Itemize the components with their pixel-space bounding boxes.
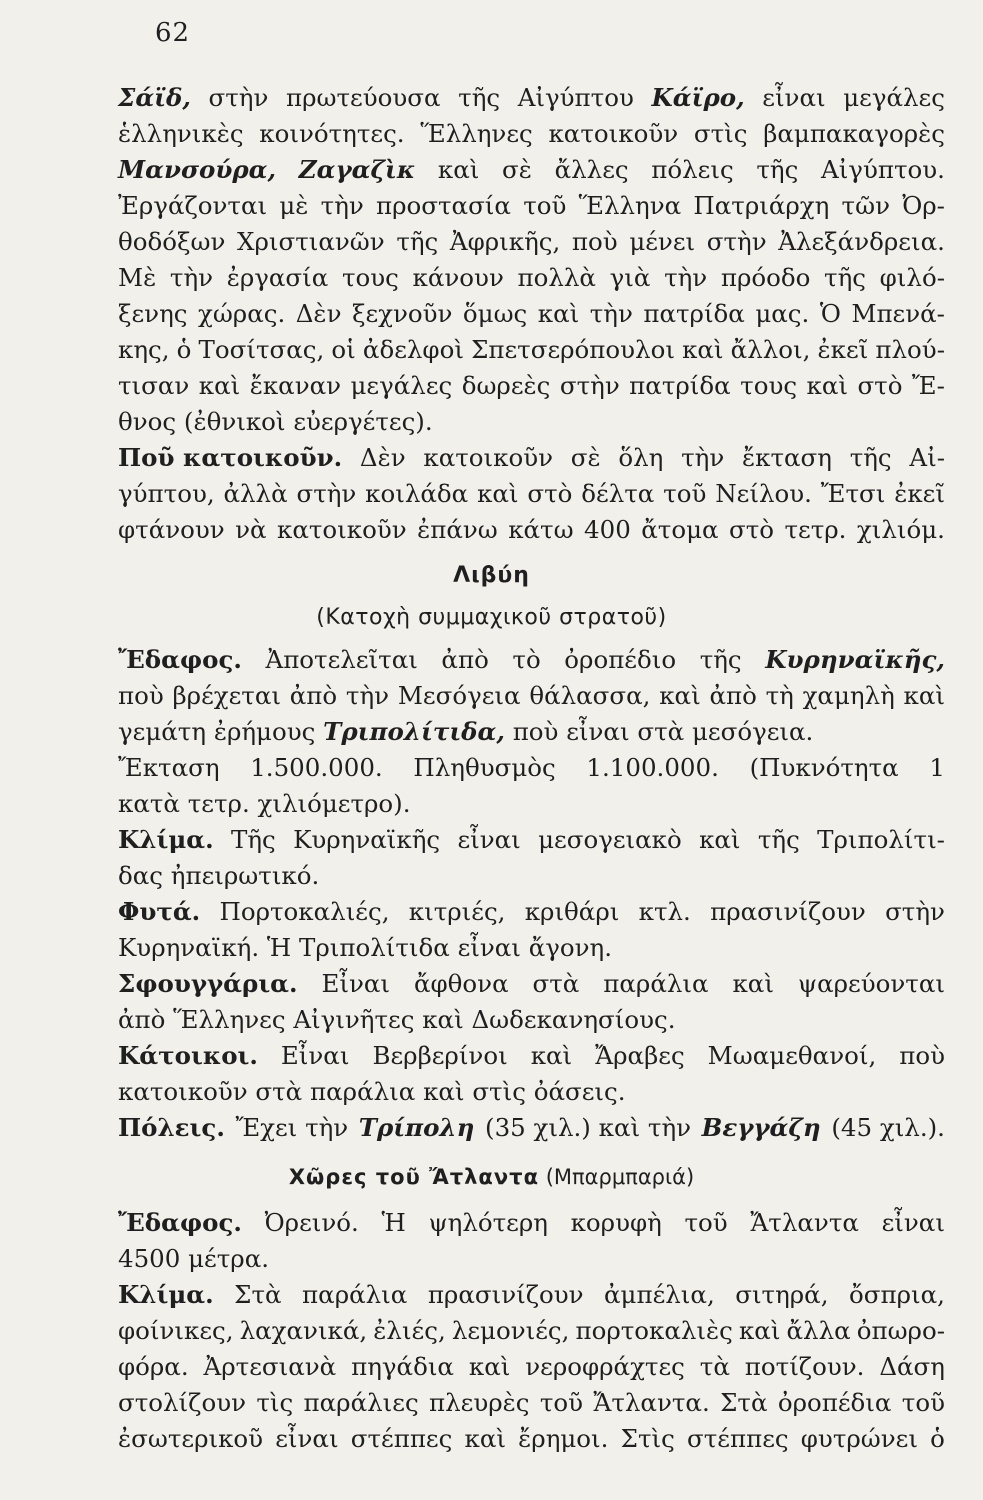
word: ἄλλοι,	[730, 335, 811, 364]
word: ὀπωρο-	[856, 1316, 945, 1345]
word: 1.100.000.	[586, 753, 719, 782]
word: βαμπακαγορὲς	[763, 119, 945, 148]
word: καὶ	[659, 681, 701, 710]
word: καὶ	[903, 681, 945, 710]
word: πλού-	[875, 335, 945, 364]
word: ψηλότερη	[428, 1208, 548, 1237]
word: φτάνουν	[118, 515, 225, 544]
word: ἀπὸ	[289, 681, 338, 710]
word: Ἄτλαντα	[750, 1208, 859, 1237]
word: εἶναι	[762, 83, 826, 112]
word: Κυρηναϊκῆς	[293, 825, 441, 854]
word: τῆς	[458, 83, 501, 112]
word: Ἔτσι	[820, 479, 886, 508]
word: τὴν	[320, 191, 364, 220]
word-emphasis: Ζαγαζὶκ	[298, 155, 416, 184]
word: τὴν	[169, 263, 214, 292]
word: Ὀρεινό.	[264, 1208, 359, 1237]
word: Εἶναι	[280, 1041, 350, 1070]
word: στολίζουν	[118, 1388, 246, 1417]
word: στὰ	[532, 969, 580, 998]
word: θοδόξων	[118, 227, 226, 256]
word: Ἐργάζονται	[118, 191, 268, 220]
word: κιτριές,	[408, 897, 506, 926]
word: Πληθυσμὸς	[413, 753, 556, 782]
word: μεγάλες	[843, 83, 945, 112]
word: τοῦ	[523, 191, 567, 220]
word: γύπτου,	[118, 479, 215, 508]
text-line	[118, 642, 945, 678]
word: ὄσπρια,	[849, 1280, 945, 1309]
word: Δάση	[879, 1352, 945, 1381]
word: ποὺ	[571, 227, 618, 256]
text-line	[118, 714, 945, 750]
word: Χριστιανῶν	[237, 227, 385, 256]
text-line	[118, 1349, 945, 1385]
word: δωρεὲς	[461, 371, 551, 400]
word: κριθάρι	[524, 897, 620, 926]
word: Στὰ	[720, 1388, 768, 1417]
text-line	[118, 296, 945, 332]
word: στὸ	[527, 479, 573, 508]
text-line	[118, 1277, 945, 1313]
word: φοίνικες,	[118, 1316, 234, 1345]
word: τῆς	[396, 227, 439, 256]
word: ποτίζουν.	[744, 1352, 865, 1381]
word-emphasis: Κυρηναϊκῆς,	[765, 645, 945, 674]
word: Ἕλληνες	[420, 119, 533, 148]
word: πρωτεύουσα	[285, 83, 441, 112]
text-line	[118, 80, 945, 116]
text-line	[118, 750, 945, 786]
word: Νείλου.	[715, 479, 812, 508]
word: τους	[740, 371, 798, 400]
word: πορτοκαλιὲς	[575, 1316, 733, 1345]
text-line	[118, 1313, 945, 1349]
word: τὰ	[699, 1352, 730, 1381]
word: πατρίδα	[643, 299, 745, 328]
section-heading-note: (Μπαρμπαριά)	[545, 1165, 695, 1189]
word: κατοικοῦν	[277, 515, 407, 544]
word: πατρίδα	[629, 371, 731, 400]
text-line: κατὰ τετρ. χιλιόμετρο).	[118, 789, 411, 818]
word: Αἰγύπτου	[517, 83, 634, 112]
word: καὶ	[477, 479, 519, 508]
text-line	[118, 476, 945, 512]
word: ἔκαναν	[249, 371, 342, 400]
word: Τοσίτσας,	[198, 335, 325, 364]
word: Δὲν	[359, 443, 406, 472]
word: στὴν	[296, 479, 357, 508]
word: Μωαμεθανοί,	[707, 1041, 877, 1070]
word: μένει	[629, 227, 696, 256]
word: τῆς	[757, 825, 800, 854]
word: Ἀλεξάνδρεια.	[778, 227, 945, 256]
word: 1.500.000.	[250, 753, 383, 782]
word: Σπετσερόπουλοι	[471, 335, 675, 364]
word: εἶναι	[457, 825, 521, 854]
text-line	[118, 1205, 945, 1241]
word: πόλεις	[651, 155, 734, 184]
word: στὸ	[728, 515, 775, 544]
page-number: 62	[155, 18, 191, 48]
text-line	[118, 1421, 945, 1457]
word: Στὶς	[620, 1424, 675, 1453]
word: ποὺ	[118, 681, 164, 710]
section-label: Ἔδαφος.	[118, 1208, 242, 1237]
section-subheading: (Κατοχὴ συμμαχικοῦ στρατοῦ)	[316, 605, 667, 630]
word: στέππες	[350, 1424, 453, 1453]
word: κοινότητες.	[259, 119, 405, 148]
word: Ὁ	[819, 299, 841, 328]
word: χαμηλὴ	[802, 681, 895, 710]
word: θάλασσα,	[529, 681, 651, 710]
word: τὴν	[345, 681, 390, 710]
word: τῶν	[841, 191, 890, 220]
text-line	[118, 512, 945, 548]
text-run: (45 χιλ.).	[831, 1113, 945, 1142]
word: κορυφὴ	[570, 1208, 662, 1237]
word: νὰ	[235, 515, 267, 544]
word: σὲ	[570, 443, 601, 472]
text-run: ποὺ εἶναι στὰ μεσόγεια.	[512, 717, 814, 746]
word: τὴν	[664, 263, 708, 292]
word: Ἄτλαντα.	[593, 1388, 710, 1417]
word-emphasis: Τρίπολη	[358, 1113, 475, 1142]
word: μας.	[755, 299, 810, 328]
word: ἑλληνικὲς	[118, 119, 244, 148]
word: τῆς	[756, 155, 799, 184]
text-line	[118, 116, 945, 152]
word: χιλιόμ.	[856, 515, 945, 544]
word: εἶναι	[881, 1208, 945, 1237]
word: Μπενά-	[851, 299, 945, 328]
word: πρασινίζουν	[710, 897, 866, 926]
section-heading: Λιβύη	[453, 563, 530, 588]
word: κης,	[118, 335, 170, 364]
text-line: 4500 μέτρα.	[118, 1244, 270, 1273]
word: κάτω	[508, 515, 574, 544]
text-line	[118, 822, 945, 858]
word: καὶ	[732, 969, 774, 998]
word: ὁ	[930, 1424, 945, 1453]
text-line: δας ἠπειρωτικό.	[118, 861, 320, 890]
text-line	[118, 966, 945, 1002]
word: τῆς	[849, 443, 892, 472]
word: ἐσωτερικοῦ	[118, 1424, 264, 1453]
word: ἄτομα	[641, 515, 719, 544]
word: ψαρεύονται	[797, 969, 945, 998]
text-line	[118, 1110, 945, 1146]
word: χώρας.	[197, 299, 286, 328]
text-line	[118, 152, 945, 188]
word: τὴν	[589, 299, 633, 328]
word: στὴν	[559, 371, 620, 400]
word: μεγάλες	[350, 371, 453, 400]
word: σιτηρά,	[735, 1280, 829, 1309]
word: καὶ	[682, 335, 724, 364]
text-line	[118, 678, 945, 714]
word: φόρα.	[118, 1352, 189, 1381]
section-label: Φυτά.	[118, 897, 201, 926]
text-line: ἀπὸ Ἕλληνες Αἰγινῆτες καὶ Δωδεκανησίους.	[118, 1005, 676, 1034]
word: ἐπάνω	[417, 515, 498, 544]
text-run: (35 χιλ.) καὶ τὴν	[485, 1113, 692, 1142]
word: Ἀφρικῆς,	[449, 227, 561, 256]
text-line	[118, 1385, 945, 1421]
word: ὀροπέδια	[777, 1388, 892, 1417]
word: 400	[584, 515, 631, 544]
section-label: Κλίμα.	[118, 825, 214, 854]
word: Αἰ-	[909, 443, 945, 472]
word: λαχανικά,	[239, 1316, 368, 1345]
word: φυτρώνει	[800, 1424, 918, 1453]
word: τὴν	[681, 443, 725, 472]
text-line: θνος (ἐθνικοὶ εὐεργέτες).	[118, 407, 433, 436]
word: ἄλλες	[554, 155, 629, 184]
word: Μὲ	[118, 263, 157, 292]
word: ὀροπέδιο	[564, 645, 677, 674]
word: Ἔ-	[911, 371, 945, 400]
word: καὶ	[738, 1316, 781, 1345]
word: ἐκεῖ	[894, 479, 945, 508]
word: Ἄραβες	[595, 1041, 685, 1070]
text-line	[118, 1038, 945, 1074]
word: ἔρημοι.	[518, 1424, 609, 1453]
word-emphasis: Σάϊδ,	[118, 83, 191, 112]
text-run: γεμάτη ἐρήμους	[118, 717, 316, 746]
word: καὶ	[806, 371, 848, 400]
word: στὴν	[885, 897, 945, 926]
word: ἀπὸ	[709, 681, 757, 710]
word: δέλτα	[581, 479, 655, 508]
word: ἀμπέλια,	[604, 1280, 715, 1309]
word: τοῦ	[539, 1388, 584, 1417]
text-line: κατοικοῦν στὰ παράλια καὶ στὶς ὀάσεις.	[118, 1077, 626, 1106]
word-emphasis: Μανσούρα,	[118, 155, 277, 184]
section-label: Κλίμα.	[118, 1280, 214, 1309]
word: οἱ	[331, 335, 356, 364]
word: Στὰ	[234, 1280, 282, 1309]
word: προστασία	[376, 191, 511, 220]
word: Τριπολίτι-	[817, 825, 945, 854]
word: τους	[341, 263, 399, 292]
word: σὲ	[502, 155, 532, 184]
word: κτλ.	[638, 897, 691, 926]
word: στὶς	[693, 119, 748, 148]
word: γιὰ	[609, 263, 651, 292]
word: καὶ	[468, 1352, 511, 1381]
word: Δὲν	[295, 299, 342, 328]
word: Πατριάρχη	[693, 191, 830, 220]
word-emphasis: Τριπολίτιδα,	[323, 717, 505, 746]
word: Ὀρ-	[902, 191, 945, 220]
word: ἔκταση	[741, 443, 832, 472]
word: πολλὰ	[517, 263, 596, 292]
word: ὅμως	[462, 299, 528, 328]
word: Ἀποτελεῖται	[265, 645, 418, 674]
word: τοῦ	[901, 1388, 945, 1417]
word: στέππες	[687, 1424, 789, 1453]
word-emphasis: Κάϊρο,	[651, 83, 745, 112]
text-line	[118, 332, 945, 368]
word: στὴν	[706, 227, 767, 256]
section-label: Κάτοικοι.	[118, 1041, 258, 1070]
text-line	[118, 260, 945, 296]
word: τῆς	[824, 263, 866, 292]
section-label: Πόλεις.	[118, 1113, 225, 1142]
word: παράλιες	[303, 1388, 419, 1417]
text-run: Ἔχει τὴν	[235, 1113, 349, 1142]
word: νεροφράχτες	[525, 1352, 685, 1381]
word: ἐργασία	[226, 263, 329, 292]
section-heading-title: Χῶρες τοῦ Ἄτλαντα	[288, 1165, 539, 1189]
word: πλευρὲς	[429, 1388, 530, 1417]
text-line	[118, 440, 945, 476]
word: τῆς	[699, 645, 742, 674]
word: λεμονιές,	[451, 1316, 570, 1345]
word: Τῆς	[230, 825, 276, 854]
word: ἐκεῖ	[817, 335, 869, 364]
word: Πορτοκαλιές,	[219, 897, 390, 926]
word: καὶ	[537, 299, 580, 328]
word: ἐλιές,	[373, 1316, 446, 1345]
word: καὶ	[437, 155, 480, 184]
word: ξεχνοῦν	[351, 299, 453, 328]
text-line: Κυρηναϊκή. Ἡ Τριπολίτιδα εἶναι ἄγονη.	[118, 933, 612, 962]
word: πρόοδο	[720, 263, 811, 292]
word: ὁ	[176, 335, 192, 364]
word: παράλια	[302, 1280, 408, 1309]
text-line	[118, 894, 945, 930]
word: Ἡ	[381, 1208, 406, 1237]
word: Ἀρτεσιανὰ	[203, 1352, 337, 1381]
word: καὶ	[198, 371, 241, 400]
section-label: Σφουγγάρια.	[118, 969, 298, 998]
word-emphasis: Βεγγάζη	[701, 1113, 821, 1142]
word: ὅλη	[618, 443, 664, 472]
word: καὶ	[464, 1424, 506, 1453]
text-line	[118, 188, 945, 224]
word: τοῦ	[663, 479, 707, 508]
word: τὶς	[256, 1388, 294, 1417]
section-heading	[0, 1165, 983, 1189]
word: κοιλάδα	[365, 479, 469, 508]
word: Εἶναι	[321, 969, 391, 998]
text-line	[118, 368, 945, 404]
word: κάνουν	[412, 263, 504, 292]
word: πρασινίζουν	[427, 1280, 584, 1309]
text-line	[118, 224, 945, 260]
word: καὶ	[699, 825, 741, 854]
word: κατοικοῦν	[423, 443, 553, 472]
section-label: Ἔδαφος.	[118, 645, 242, 674]
word: ἄλλα	[786, 1316, 851, 1345]
word: εἶναι	[275, 1424, 339, 1453]
word: Αἰγύπτου.	[821, 155, 945, 184]
word: ξενης	[118, 299, 188, 328]
word: τοῦ	[684, 1208, 728, 1237]
word: παράλια	[603, 969, 709, 998]
word: τὸ	[512, 645, 541, 674]
word: ἀλλὰ	[223, 479, 288, 508]
word: πηγάδια	[351, 1352, 454, 1381]
word: μὲ	[279, 191, 309, 220]
word: Μεσόγεια	[397, 681, 521, 710]
word: ποὺ	[899, 1041, 945, 1070]
word: τισαν	[118, 371, 190, 400]
word: τὴ	[765, 681, 794, 710]
word: στὴν	[208, 83, 269, 112]
word: καὶ	[530, 1041, 573, 1070]
word: ἀπὸ	[441, 645, 489, 674]
word: τετρ.	[784, 515, 847, 544]
word: 1	[929, 753, 945, 782]
word: ἄφθονα	[413, 969, 509, 998]
word: μεσογειακὸ	[538, 825, 682, 854]
word: βρέχεται	[172, 681, 282, 710]
word: κατοικοῦν	[548, 119, 679, 148]
word: Βερβερίνοι	[372, 1041, 508, 1070]
word: στὸ	[857, 371, 903, 400]
word: Ἕλληνα	[578, 191, 682, 220]
word: (Πυκνότητα	[749, 753, 899, 782]
word: Ἔκταση	[118, 753, 220, 782]
word: ἀδελφοὶ	[362, 335, 464, 364]
section-label: Ποῦ κατοικοῦν.	[118, 443, 343, 472]
word: φιλό-	[879, 263, 945, 292]
